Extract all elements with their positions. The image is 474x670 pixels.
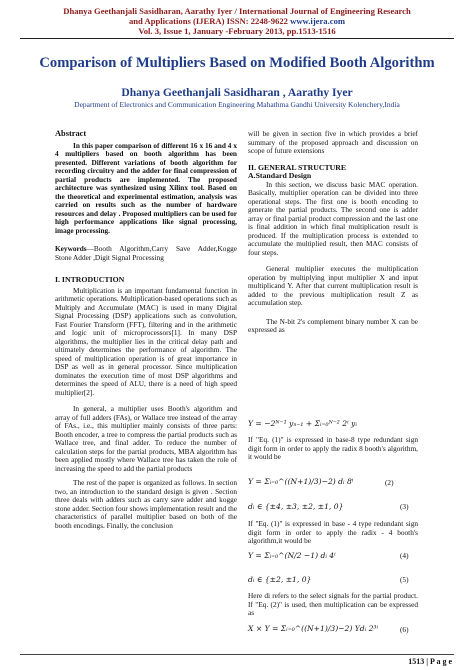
eq6-paragraph: Here di refers to the select signals for the partial product. If "Eq. (2)" is used, then multiplication can be expressed as: [248, 591, 418, 617]
journal-link[interactable]: www.ijera.com: [290, 16, 346, 26]
section2a-paragraph-2: General multiplier executes the multiplication operation by multiplying input multiplier X and input multiplicand Y. After that current multiplication result is added to the previous multiplication result Z as accumulation step.: [248, 264, 418, 307]
keywords-label: Keywords: [55, 244, 87, 253]
intro-paragraph-1: Multiplication is an important fundamental function in arithmetic operations. Multiplication-based operations such as Multiply and Accumulate (MAC) is used in many Digital Signal Processing (DSP) applications such as convolution, Fast Fourier Transform (FFT), filtering and in the arithmetic and logic unit of microprocessors[1]. In many DSP algorithms, the multiplier lies in the critical delay path and ultimately determines the performance of algorithm. The speed of multiplication operation is of great importance in DSP as well as in general processor. Since multiplication dominates the execution time of most DSP algorithms and determines the speed of ALU, there is a need of high speed multiplier[2].: [55, 285, 237, 397]
intro-paragraph-3: The rest of the paper is organized as follows. In section two, an introduction to the standard design is given . Section three deals with adders such as carry save adder and kogge stone adder. Section four shows implementation result and the characteristics of parallel multiplier based on both of the booth encodings. Finally, the conclusion: [55, 478, 237, 530]
intro-paragraph-2: In general, a multiplier uses Booth's algorithm and array of full adders (FAs), or Wallace tree instead of the array of FAs., i.e., this multiplier mainly consists of three parts: Booth encoder, a tree to compress the partial products such as Wallace tree, and final adder. To reduce the number of calculation steps for the partial products, MBA algorithm has been applied mostly where Wallace tree has taken the role of increasing the speed to add the partial products: [55, 404, 237, 473]
section2a-heading: A.Standard Design: [248, 171, 312, 180]
intro-continuation: will be given in section five in which provides a brief summary of the proposed approach and discussion on scope of future extensions: [248, 129, 418, 155]
journal-header-line1: Dhanya Geethanjali Sasidharan, Aarathy Iyer / International Journal of Engineering Research: [63, 6, 411, 16]
equation-3-number: (3): [400, 502, 409, 511]
keywords: [55, 245, 237, 262]
equation-3: dᵢ ∈ {±4, ±3, ±2, ±1, 0}: [248, 502, 344, 511]
footer-rule: [20, 654, 454, 655]
intro-heading: I. INTRODUCTION: [55, 275, 125, 284]
equation-4-number: (4): [400, 551, 409, 560]
section2-heading: II. GENERAL STRUCTURE: [248, 162, 347, 172]
eq4-paragraph: If "Eq. (1)" is expressed in base - 4 type redundant sign digit form in order to apply the radix - 4 booth's algorithm,it would be: [248, 519, 418, 545]
journal-header-line2: [0, 16, 474, 27]
equation-2-number: (2): [385, 478, 394, 487]
keywords-text: —Booth Algorithm,Carry Save Adder,Kogge Stone Adder ,Digit Signal Processing: [55, 244, 237, 262]
paper-affiliation: Department of Electronics and Communication Engineering Mahathma Gandhi University Kolenchery,India: [74, 100, 400, 109]
equation-5-number: (5): [400, 575, 409, 584]
section2a-paragraph-1: In this section, we discuss basic MAC operation. Basically, multiplier operation can be divided into three operational steps. The first one is booth encoding to generate the partial products. The second one is adder array or final partial product compression and the last one is final addition in which final multiplication result is produced. If the multiplication process is extended to accumulate the multiplied result, then MAC consists of four steps.: [248, 179, 418, 257]
page-number: 1513 | P a g e: [408, 657, 452, 666]
equation-6: X × Y = Σᵢ₌₀^((N+1)/3)−2) Ydᵢ 2³ⁱ: [248, 624, 378, 633]
paper-title: Comparison of Multipliers Based on Modified Booth Algorithm: [39, 55, 435, 71]
equation-5: dᵢ ∈ {±2, ±1, 0}: [248, 575, 312, 584]
section2a-paragraph-3: The N-bit 2's complement binary number X can be expressed as: [248, 316, 418, 334]
equation-2: Y = Σᵢ₌₀^((N+1)/3)−2) dᵢ 8ⁱ: [248, 477, 354, 486]
eq1-paragraph: If "Eq. (1)" is expressed in base-8 type redundant sign digit form in order to apply the radix 8 booth's algorithm, it would be: [248, 435, 418, 461]
journal-issn: and Applications (IJERA) ISSN: 2248-9622: [128, 16, 288, 26]
paper-authors: Dhanya Geethanjali Sasidharan , Aarathy Iyer: [121, 86, 353, 99]
left-column: [55, 130, 237, 530]
equation-4: Y = Σᵢ₌₀^(N/2 −1) dᵢ 4ⁱ: [248, 551, 336, 560]
abstract-heading: Abstract: [55, 129, 87, 138]
right-column-top: [248, 130, 418, 335]
header-rule: [20, 38, 454, 39]
abstract-text: In this paper comparison of different 16 x 16 and 4 x 4 multipliers based on booth algorithm has been presented. Different variations of booth algorithm for recording circuitry and the adder for final compression of partial products are implemented. The proposed architecture was synthesized using Xilinx tool. Based on the theoretical and experimental estimation, analysis was carried on results such as the number of hardware resources and delay . Proposed multipliers can be used for high performance applications like signal processing, image processing.: [55, 140, 237, 235]
journal-header-line3: Vol. 3, Issue 1, January -February 2013, pp.1513-1516: [138, 26, 336, 36]
equation-1: Y = −2ᴺ⁻¹ yₙ₋₁ + Σᵢ₌₀ᴺ⁻² 2ⁱ yᵢ: [248, 419, 357, 428]
equation-6-number: (6): [400, 625, 409, 634]
